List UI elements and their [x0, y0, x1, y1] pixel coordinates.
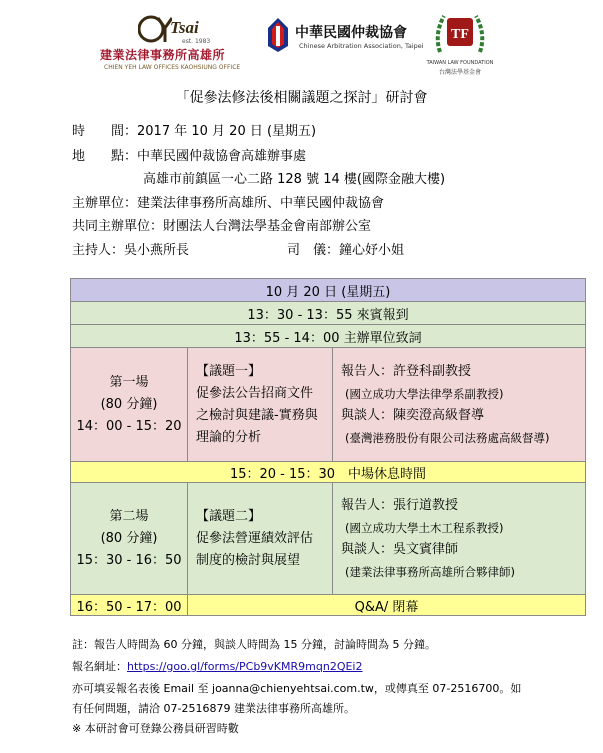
note-contact: 有任何問題，請洽 07-2516879 建業法律事務所高雄所。 [72, 702, 355, 715]
registration-link[interactable]: https://goo.gl/forms/PCb9vKMR9mqn2QEi2 [127, 660, 363, 673]
topic2-cell [188, 483, 333, 595]
time-label: 時 間： [72, 124, 138, 139]
table-row [71, 302, 586, 325]
logo1-est: est. 1983 [182, 38, 211, 45]
info-place-address [143, 168, 445, 187]
table-row [71, 483, 586, 595]
topic2-line: 制度的檢討與展望 [196, 552, 301, 568]
host-label: 主辦單位： [72, 196, 138, 211]
speaker2-org: (國立成功大學土木工程系教授) [345, 520, 504, 535]
closing-time: 16：50 - 17：00 [71, 595, 188, 616]
laurel-seal-icon [432, 8, 488, 60]
info-time [72, 120, 316, 139]
info-place [72, 145, 306, 164]
cohost-label: 共同主辦單位： [72, 219, 164, 234]
session2-cell [71, 483, 188, 595]
table-row [71, 279, 586, 302]
note-email-fax: 亦可填妥報名表後 Email 至 joanna@chienyehtsai.com.tw，或傳真至 07-2516700。如 [72, 682, 522, 695]
note-registration [72, 658, 363, 674]
session1-name: 第一場 [109, 374, 149, 390]
page-title: 「促參法修法後相關議題之探討」研討會 [175, 90, 428, 106]
info-moderator [72, 239, 189, 258]
mc-label: 司 儀： [287, 243, 340, 258]
topic2-label: 【議題二】 [196, 508, 262, 524]
place-label: 地 點： [72, 149, 138, 164]
moderator-label: 主持人： [72, 243, 125, 258]
schedule-table [70, 278, 586, 616]
discussant2-org: (建業法律事務所高雄所合夥律師) [345, 564, 515, 579]
speaker1-org: (國立成功大學法律學系副教授) [345, 386, 504, 401]
logo3-name-cn: 台灣法學基金會 [438, 69, 481, 76]
info-cohost [72, 215, 371, 234]
speaker2: 報告人：張行道教授 [341, 497, 459, 513]
topic1-line: 促參法公告招商文件 [196, 385, 314, 401]
speaker1: 報告人：許登科副教授 [341, 363, 472, 379]
session1-cell [71, 348, 188, 462]
cohost-value: 財團法人台灣法學基金會南部辦公室 [163, 219, 372, 234]
session1-duration: (80 分鐘) [100, 396, 158, 412]
table-row [71, 325, 586, 348]
logo3-name-en: TAIWAN LAW FOUNDATION [426, 60, 494, 66]
chien-yeh-logo [100, 14, 265, 72]
topic1-line: 之檢討與建議-實務與 [196, 407, 318, 423]
logo1-brand: Tsai [170, 18, 199, 37]
cy-monogram-icon [138, 14, 172, 44]
topic1-label: 【議題一】 [196, 363, 262, 379]
svg-text:TF: TF [451, 27, 469, 42]
discussant2: 與談人：吳文賓律師 [341, 541, 459, 557]
discussant1: 與談人：陳奕澄高級督導 [341, 407, 485, 423]
session1-time: 14：00 - 15：20 [76, 418, 182, 434]
host-value: 建業法律事務所高雄所、中華民國仲裁協會 [137, 196, 385, 211]
place-value1: 中華民國仲裁協會高雄辦事處 [137, 149, 307, 164]
opening-row: 13：55 - 14：00 主辦單位致詞 [71, 325, 586, 348]
moderator-value: 吳小燕所長 [124, 243, 190, 258]
discussant1-org: (臺灣港務股份有限公司法務處高級督導) [345, 430, 550, 445]
logo2-name-en: Chinese Arbitration Association, Taipei [299, 42, 424, 50]
place-value2: 高雄市前鎮區一心二路 128 號 14 樓(國際金融大樓) [143, 172, 446, 187]
closing-label: Q&A/ 閉幕 [188, 595, 586, 616]
topic2-line: 促參法營運績效評估 [196, 530, 314, 546]
arbitration-association-logo [265, 16, 424, 66]
speakers2-cell [333, 483, 586, 595]
session2-duration: (80 分鐘) [100, 530, 158, 546]
topic1-cell [188, 348, 333, 462]
session2-time: 15：30 - 16：50 [76, 552, 182, 568]
topic1-line: 理論的分析 [196, 429, 262, 445]
logo-header [0, 6, 603, 76]
note-civil-servant: ※ 本研討會可登錄公務員研習時數 [72, 722, 239, 735]
speakers1-cell [333, 348, 586, 462]
logo2-name-cn: 中華民國仲裁協會 [295, 25, 407, 41]
checkin-row: 13：30 - 13：55 來賓報到 [71, 302, 586, 325]
taiwan-law-foundation-logo [420, 8, 500, 76]
arbitration-emblem-icon [265, 16, 291, 54]
session2-name: 第二場 [109, 508, 149, 524]
info-host [72, 192, 384, 211]
table-row [71, 462, 586, 483]
mc-value: 鐘心妤小姐 [339, 243, 405, 258]
logo1-name-en: CHIEN YEH LAW OFFICES KAOHSIUNG OFFICE [104, 64, 241, 71]
time-value: 2017 年 10 月 20 日 (星期五) [137, 124, 317, 139]
logo1-name-cn: 建業法律事務所高雄所 [100, 48, 226, 62]
break-row: 15：20 - 15：30 中場休息時間 [71, 462, 586, 483]
info-mc [287, 239, 404, 258]
registration-label: 報名網址： [72, 660, 127, 673]
table-row [71, 348, 586, 462]
note-timing: 註：報告人時間為 60 分鐘，與談人時間為 15 分鐘，討論時間為 5 分鐘。 [72, 638, 436, 651]
table-row [71, 595, 586, 616]
date-row: 10 月 20 日 (星期五) [71, 279, 586, 302]
